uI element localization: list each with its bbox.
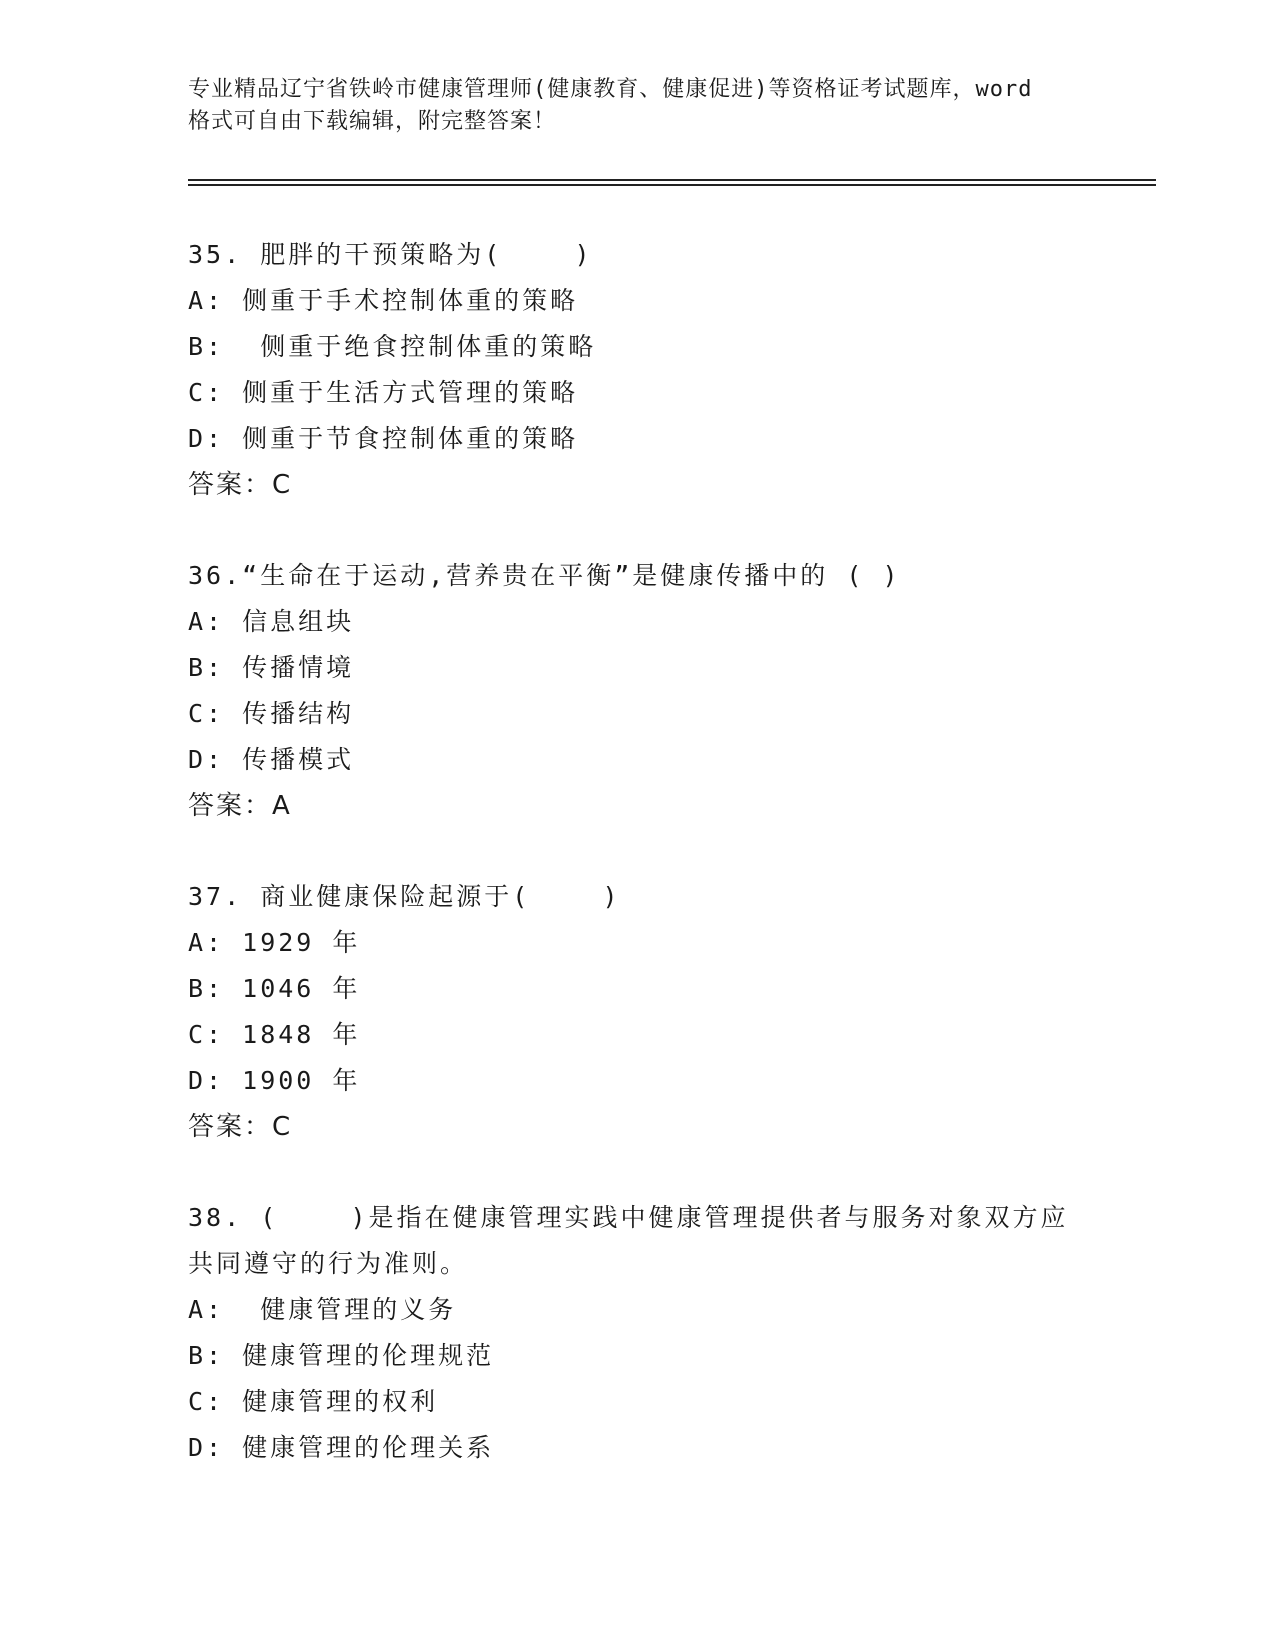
option-b: B: 健康管理的伦理规范	[188, 1341, 495, 1370]
option-c: C: 健康管理的权利	[188, 1387, 439, 1416]
answer: 答案：A	[188, 791, 292, 821]
question-stem: 37. 商业健康保险起源于( )	[188, 882, 621, 911]
document-header	[188, 74, 1088, 138]
option-c: C: 1848 年	[188, 1020, 361, 1049]
option-b: B: 1046 年	[188, 974, 361, 1003]
question-35	[188, 232, 1088, 508]
header-divider-top	[188, 179, 1156, 181]
option-a: A: 侧重于手术控制体重的策略	[188, 286, 579, 315]
option-a: A: 健康管理的义务	[188, 1295, 457, 1324]
question-stem-line-2: 共同遵守的行为准则。	[188, 1249, 469, 1278]
question-stem: 35. 肥胖的干预策略为( )	[188, 240, 593, 269]
question-36	[188, 553, 1088, 829]
header-line-1: 专业精品辽宁省铁岭市健康管理师(健康教育、健康促进)等资格证考试题库，word	[188, 77, 1033, 102]
header-line-2: 格式可自由下载编辑，附完整答案！	[188, 109, 557, 134]
question-37	[188, 874, 1088, 1150]
answer: 答案：C	[188, 1112, 293, 1142]
option-c: C: 传播结构	[188, 699, 355, 728]
option-d: D: 侧重于节食控制体重的策略	[188, 424, 579, 453]
question-stem-line-1: 38. ( )是指在健康管理实践中健康管理提供者与服务对象双方应	[188, 1203, 1069, 1232]
question-stem: 36.“生命在于运动,营养贵在平衡”是健康传播中的 ( )	[188, 561, 901, 590]
option-d: D: 1900 年	[188, 1066, 361, 1095]
header-divider-bottom	[188, 184, 1156, 186]
option-d: D: 健康管理的伦理关系	[188, 1433, 495, 1462]
option-d: D: 传播模式	[188, 745, 355, 774]
option-c: C: 侧重于生活方式管理的策略	[188, 378, 579, 407]
question-38	[188, 1195, 1088, 1471]
answer: 答案：C	[188, 470, 293, 500]
option-b: B: 传播情境	[188, 653, 355, 682]
option-a: A: 信息组块	[188, 607, 355, 636]
option-b: B: 侧重于绝食控制体重的策略	[188, 332, 597, 361]
option-a: A: 1929 年	[188, 928, 361, 957]
